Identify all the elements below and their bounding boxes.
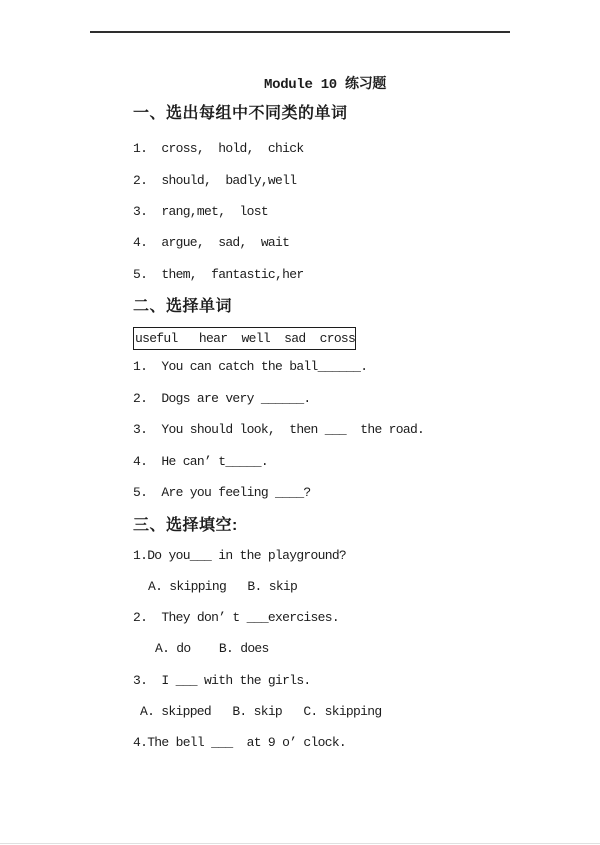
section-1-heading: 一、选出每组中不同类的单词 <box>133 105 348 122</box>
top-rule <box>90 31 510 33</box>
section-1-item: 2. should, badly,well <box>133 172 297 188</box>
section-3-options: A. do B. does <box>155 641 269 656</box>
section-2-item: 2. Dogs are very ______. <box>133 390 311 406</box>
word-bank-words: useful hear well sad cross <box>135 331 356 346</box>
section-3-question: 2. They don’ t ___exercises. <box>133 609 339 625</box>
page-title: Module 10 练习题 <box>264 77 387 93</box>
section-3-question: 1.Do you___ in the playground? <box>133 547 347 563</box>
section-1-item: 4. argue, sad, wait <box>133 235 290 250</box>
section-1-item: 1. cross, hold, chick <box>133 141 304 156</box>
section-2-item: 4. He can’ t_____. <box>133 453 268 469</box>
word-bank-box <box>133 327 356 350</box>
section-3-question: 3. I ___ with the girls. <box>133 672 311 688</box>
section-2-item: 3. You should look, then ___ the road. <box>133 422 425 437</box>
section-3-question: 4.The bell ___ at 9 o’ clock. <box>133 734 347 750</box>
section-2-item: 5. Are you feeling ____? <box>133 485 311 500</box>
section-3-options: A. skipped B. skip C. skipping <box>140 703 382 719</box>
section-3-heading: 三、选择填空: <box>133 516 238 534</box>
bottom-rule <box>0 843 600 844</box>
section-1-item: 3. rang,met, lost <box>133 204 268 219</box>
section-1-item: 5. them, fantastic,her <box>133 266 304 282</box>
section-3-options: A. skipping B. skip <box>148 578 298 594</box>
section-2-heading: 二、选择单词 <box>133 298 233 315</box>
section-2-item: 1. You can catch the ball______. <box>133 359 368 374</box>
